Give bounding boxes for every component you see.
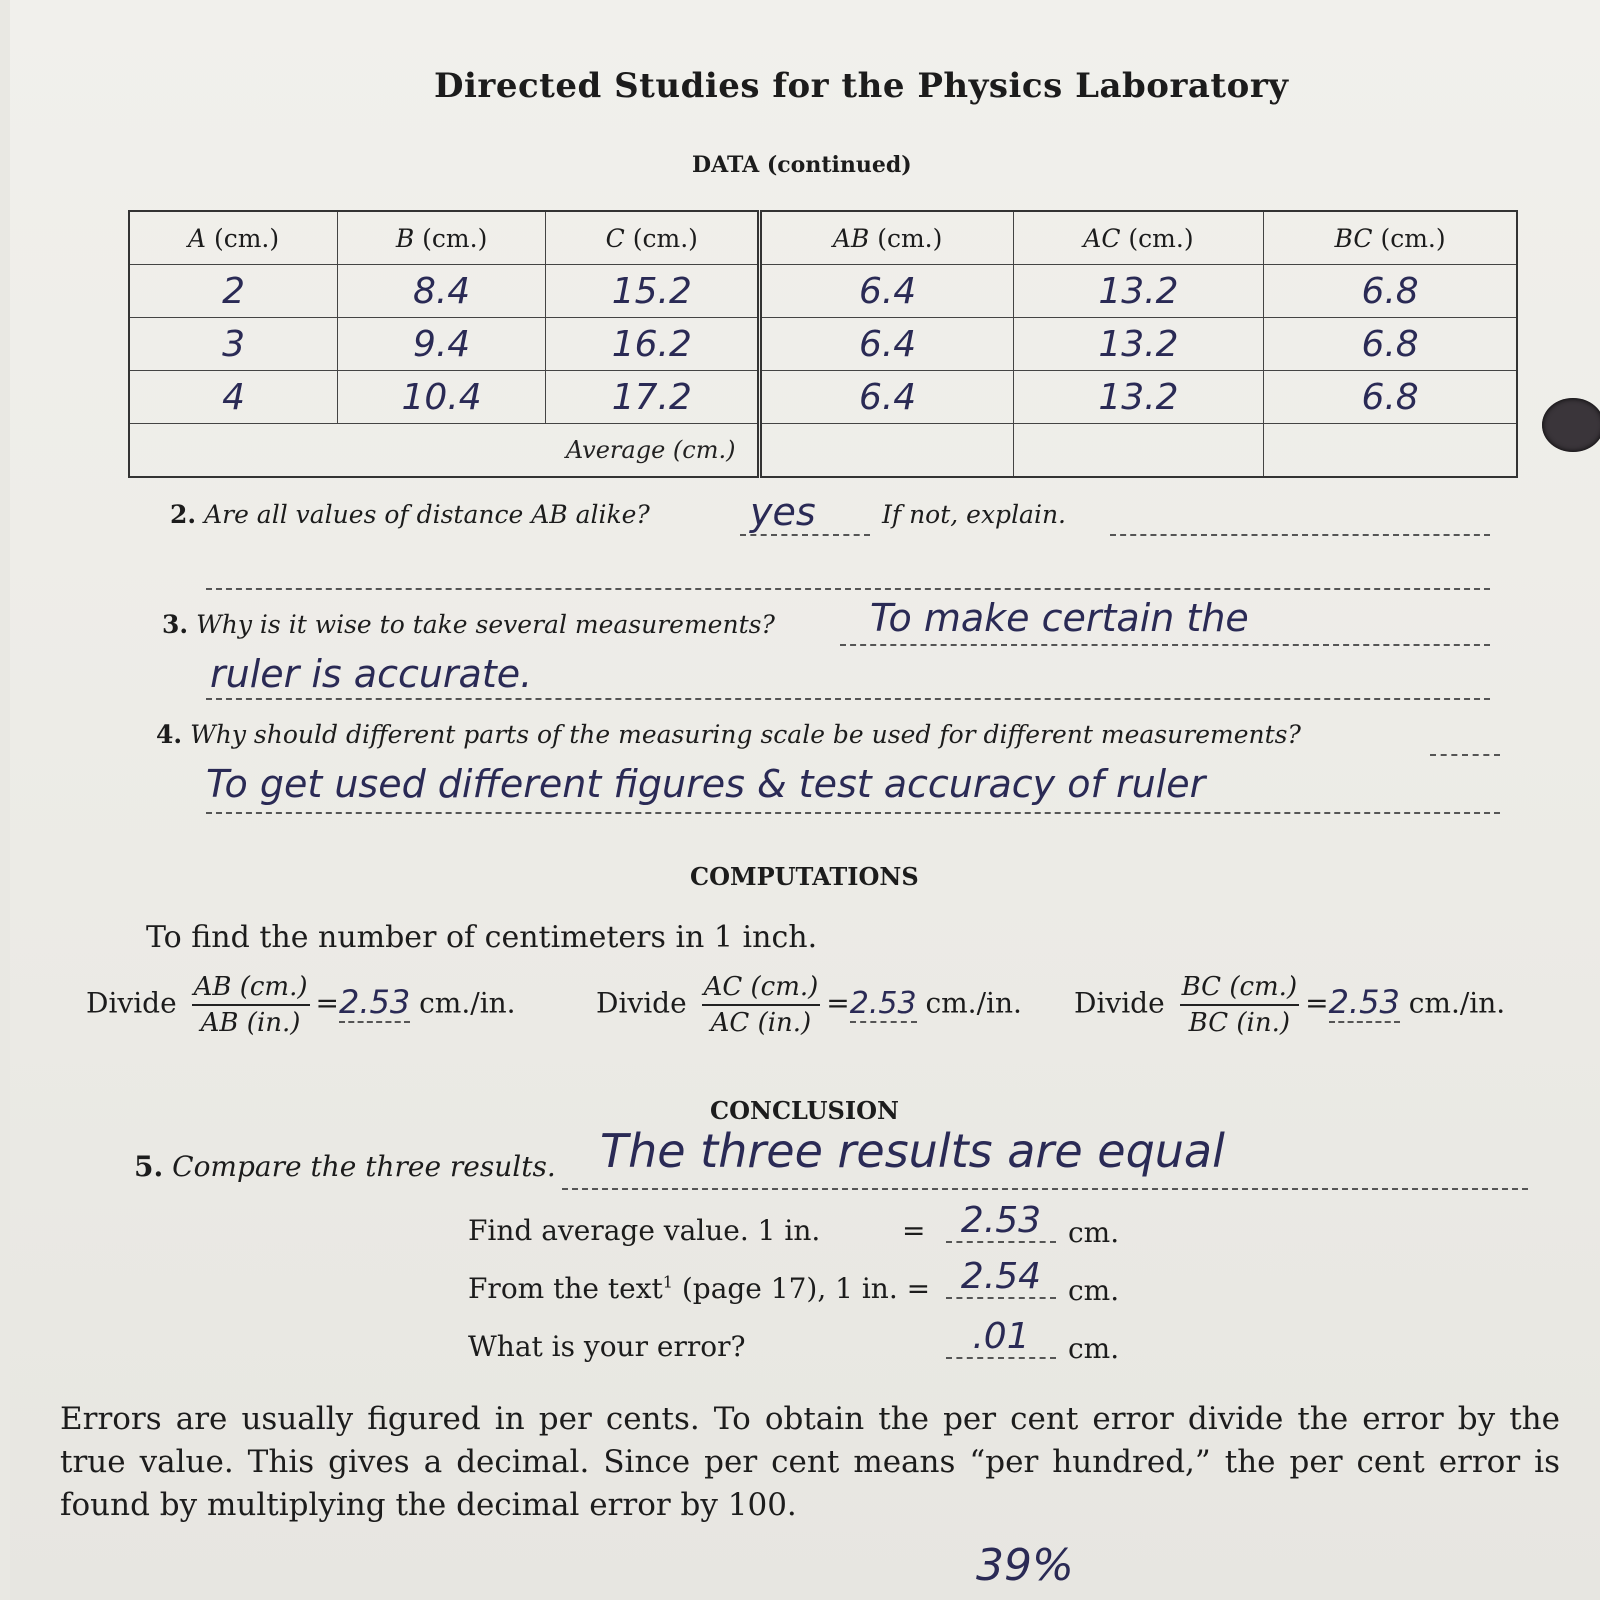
answer-line — [740, 534, 870, 536]
percent-error-paragraph: Errors are usually figured in per cents. To obtain the per cent error divide the error by the true value. This gives a decimal. Since per cent means “per hundred,” the per cent error is found by multiplying the decimal error by 100. — [60, 1401, 1560, 1523]
equals-sign: = — [902, 1214, 926, 1247]
table-cell: 8.4 — [338, 265, 546, 318]
computations-intro: To find the number of centimeters in 1 inch. — [146, 920, 818, 955]
table-cell: 6.8 — [1264, 371, 1517, 424]
table-cell: 15.2 — [546, 265, 760, 318]
question-2: 2. Are all values of distance AB alike? — [170, 500, 650, 529]
question-3: 3. Why is it wise to take several measurements? — [162, 610, 775, 639]
table-cell: 13.2 — [1013, 371, 1263, 424]
data-heading: DATA (continued) — [692, 152, 912, 178]
computation-ab: Divide $\frac{AB (cm.)}{AB (in.)}$ =2.53 cm./in. — [86, 972, 516, 1038]
unit-cm: cm. — [1068, 1332, 1120, 1365]
table-cell: 17.2 — [546, 371, 760, 424]
table-cell: 6.4 — [760, 318, 1013, 371]
answer-line — [1110, 534, 1490, 536]
worksheet-page — [10, 0, 1600, 1600]
table-cell: 2 — [129, 265, 338, 318]
table-cell: 4 — [129, 371, 338, 424]
table-cell: 16.2 — [546, 318, 760, 371]
average-label: Average (cm.) — [129, 424, 760, 478]
computations-heading: COMPUTATIONS — [690, 862, 919, 891]
answer-line — [1430, 754, 1500, 756]
table-cell: 9.4 — [338, 318, 546, 371]
q4-answer: To get used different figures & test accuracy of ruler — [206, 762, 1206, 806]
page-title: Directed Studies for the Physics Laboratory — [434, 66, 1289, 106]
average-ac-cell — [1013, 424, 1263, 478]
table-row — [129, 318, 1517, 371]
conclusion-heading: CONCLUSION — [710, 1096, 899, 1125]
header-ac: AC (cm.) — [1013, 211, 1263, 265]
q3-answer-line1: To make certain the — [870, 596, 1249, 640]
fraction-ab: $\frac{AB (cm.)}{AB (in.)}$ — [193, 972, 308, 1038]
table-cell: 6.8 — [1264, 318, 1517, 371]
answer-line — [562, 1188, 1528, 1190]
header-c: C (cm.) — [546, 211, 760, 265]
percent-answer: 39% — [976, 1540, 1074, 1591]
table-cell: 6.8 — [1264, 265, 1517, 318]
table-cell: 6.4 — [760, 265, 1013, 318]
average-value: 2.53 — [946, 1200, 1056, 1243]
unit-cm: cm. — [1068, 1216, 1120, 1249]
header-ab: AB (cm.) — [760, 211, 1013, 265]
question-4: 4. Why should different parts of the measuring scale be used for different measurements? — [156, 720, 1301, 749]
answer-line — [840, 644, 1490, 646]
fraction-bc: $\frac{BC (cm.)}{BC (in.)}$ — [1181, 972, 1298, 1038]
error-value: .01 — [946, 1316, 1056, 1359]
computation-ac: Divide $\frac{AC (cm.)}{AC (in.)}$ =2.53 cm./in. — [596, 972, 1022, 1038]
punch-hole — [1542, 398, 1600, 452]
data-table — [128, 210, 1518, 478]
table-cell: 3 — [129, 318, 338, 371]
table-row — [129, 371, 1517, 424]
header-b: B (cm.) — [338, 211, 546, 265]
answer-line — [206, 698, 1490, 700]
average-ab-cell — [760, 424, 1013, 478]
table-cell: 10.4 — [338, 371, 546, 424]
question-5: 5. Compare the three results. — [134, 1150, 556, 1183]
q3-answer-line2: ruler is accurate. — [210, 652, 533, 696]
header-bc: BC (cm.) — [1264, 211, 1517, 265]
table-cell: 6.4 — [760, 371, 1013, 424]
result-ac: 2.53 — [849, 985, 917, 1021]
q5-answer: The three results are equal — [600, 1124, 1225, 1178]
result-ab: 2.53 — [338, 982, 411, 1021]
q2-answer: yes — [750, 490, 816, 534]
table-cell: 13.2 — [1013, 318, 1263, 371]
average-value-label: Find average value. 1 in. — [468, 1214, 821, 1247]
average-bc-cell — [1264, 424, 1517, 478]
fraction-ac: $\frac{AC (cm.)}{AC (in.)}$ — [703, 972, 819, 1038]
answer-line — [206, 588, 1490, 590]
header-a: A (cm.) — [129, 211, 338, 265]
answer-line — [206, 812, 1500, 814]
table-cell: 13.2 — [1013, 265, 1263, 318]
text-value: 2.54 — [946, 1256, 1056, 1299]
error-label: What is your error? — [468, 1330, 746, 1363]
text-value-label: From the text$^1$ (page 17), 1 in. = — [468, 1272, 931, 1305]
table-row — [129, 265, 1517, 318]
q2-followup: If not, explain. — [882, 500, 1067, 529]
average-row — [129, 424, 1517, 478]
unit-cm: cm. — [1068, 1274, 1120, 1307]
table-header-row — [129, 211, 1517, 265]
computation-bc: Divide $\frac{BC (cm.)}{BC (in.)}$ =2.53 cm./in. — [1074, 972, 1506, 1038]
result-bc: 2.53 — [1328, 982, 1400, 1021]
